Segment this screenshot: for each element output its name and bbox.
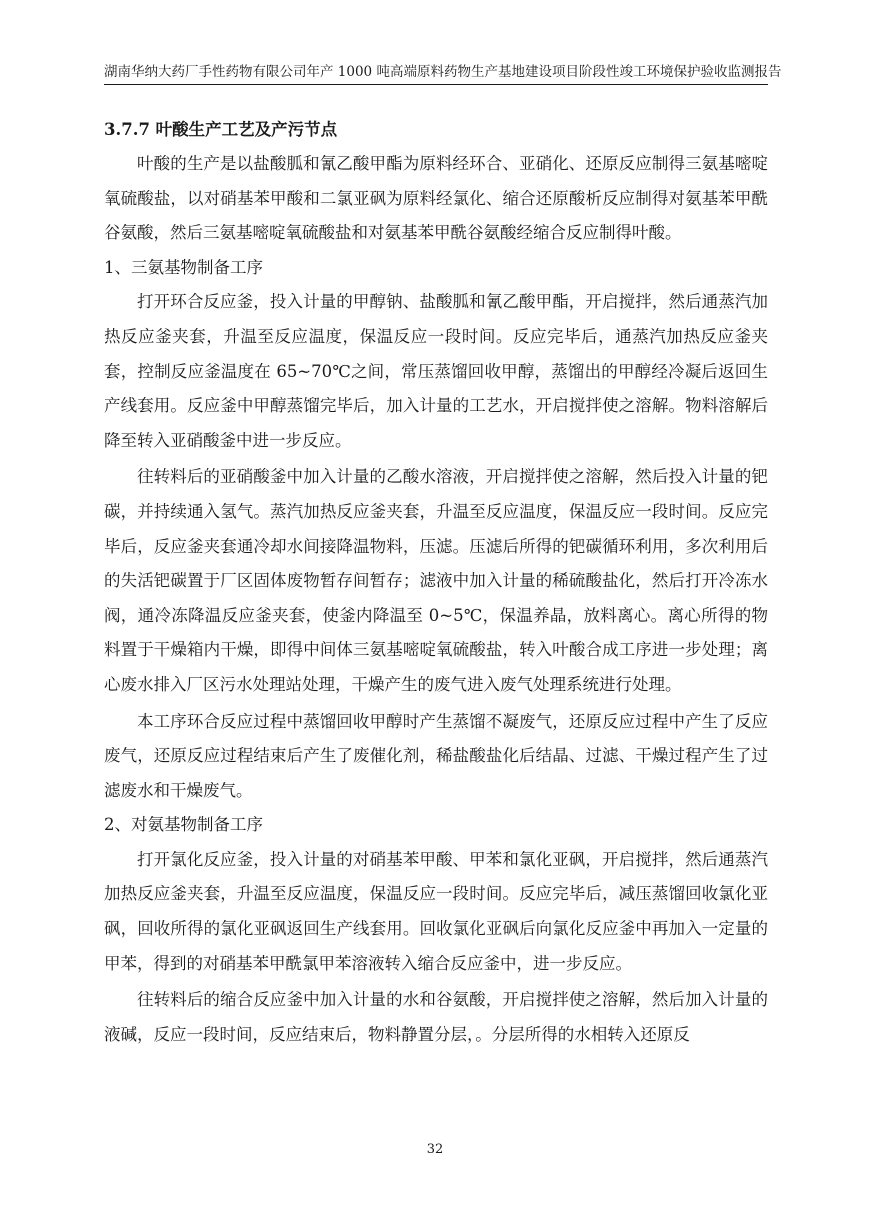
paragraph-1-1: 打开环合反应釜，投入计量的甲醇钠、盐酸胍和氰乙酸甲酯，开启搅拌，然后通蒸汽加热反应釜夹套，升温至反应温度，保温反应一段时间。反应完毕后，通蒸汽加热反应釜夹套，控制反应釜温度在 65~70℃之间，常压蒸馏回收甲醇，蒸馏出的甲醇经冷凝后返回生产线套用。反应釜中甲醇蒸馏完毕后，加入计量的工艺水，开启搅拌使之溶解。物料溶解后降至转入亚硝酸釜中进一步反应。 <box>104 292 768 450</box>
paragraph-1-2: 往转料后的亚硝酸釜中加入计量的乙酸水溶液，开启搅拌使之溶解，然后投入计量的钯碳，并持续通入氢气。蒸汽加热反应釜夹套，升温至反应温度，保温反应一段时间。反应完毕后，反应釜夹套通冷却水间接降温物料，压滤。压滤后所得的钯碳循环利用，多次利用后的失活钯碳置于厂区固体废物暂存间暂存；滤液中加入计量的稀硫酸盐化，然后打开冷冻水阀，通冷冻降温反应釜夹套，使釜内降温至 0~5℃，保温养晶，放料离心。离心所得的物料置于干燥箱内干燥，即得中间体三氨基嘧啶氧硫酸盐，转入叶酸合成工序进一步处理；离心废水排入厂区污水处理站处理，干燥产生的废气进入废气处理系统进行处理。 <box>104 467 768 694</box>
paragraph-2-1: 打开氯化反应釜，投入计量的对硝基苯甲酸、甲苯和氯化亚砜，开启搅拌，然后通蒸汽加热反应釜夹套，升温至反应温度，保温反应一段时间。反应完毕后，减压蒸馏回收氯化亚砜，回收所得的氯化亚砜返回生产线套用。回收氯化亚砜后向氯化反应釜中再加入一定量的甲苯，得到的对硝基苯甲酰氯甲苯溶液转入缩合反应釜中，进一步反应。 <box>104 849 768 973</box>
header-divider <box>104 84 768 85</box>
subsection-heading-1: 1、三氨基物制备工序 <box>104 257 263 277</box>
body-content <box>104 113 768 1052</box>
section-title: 3.7.7 叶酸生产工艺及产污节点 <box>104 120 338 139</box>
intro-paragraph: 叶酸的生产是以盐酸胍和氰乙酸甲酯为原料经环合、亚硝化、还原反应制得三氨基嘧啶氧硫酸盐，以对硝基苯甲酸和二氯亚砜为原料经氯化、缩合还原酸析反应制得对氨基苯甲酰谷氨酸，然后三氨基嘧啶氧硫酸盐和对氨基苯甲酰谷氨酸经缩合反应制得叶酸。 <box>104 154 768 243</box>
subsection-heading-2: 2、对氨基物制备工序 <box>104 815 263 835</box>
paragraph-2-2: 往转料后的缩合反应釜中加入计量的水和谷氨酸，开启搅拌使之溶解，然后加入计量的液碱，反应一段时间，反应结束后，物料静置分层，。分层所得的水相转入还原反 <box>104 990 768 1044</box>
page-number: 32 <box>426 1142 444 1157</box>
paragraph-1-3: 本工序环合反应过程中蒸馏回收甲醇时产生蒸馏不凝废气，还原反应过程中产生了反应废气，还原反应过程结束后产生了废催化剂，稀盐酸盐化后结晶、过滤、干燥过程产生了过滤废水和干燥废气。 <box>104 711 768 800</box>
running-header: 湖南华纳大药厂手性药物有限公司年产 1000 吨高端原料药物生产基地建设项目阶段性竣工环境保护验收监测报告 <box>104 64 782 80</box>
